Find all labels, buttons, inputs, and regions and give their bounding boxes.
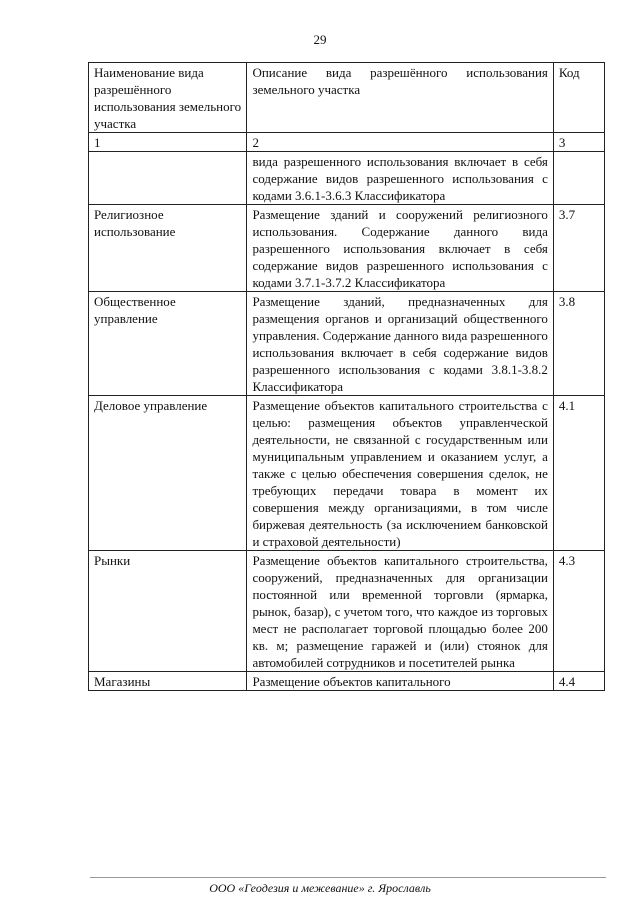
footer-divider (90, 877, 606, 878)
table-row (89, 551, 605, 672)
row-description: Размещение объектов капитального строительства с целью: размещения объектов управленческой деятельности, не связанной с государственным или муниципальным управлением и оказанием услуг, а также с целью обеспечения совершения сделок, не требующих передачи товара в момент их совершения между организациями, в том числе биржевая деятельность (за исключением банковской и страховой деятельности) (247, 396, 553, 551)
row-code: 3.8 (553, 292, 604, 396)
page-footer: ООО «Геодезия и межевание» г. Ярославль (209, 881, 431, 895)
table-row (89, 396, 605, 551)
row-description: Размещение зданий и сооружений религиозного использования. Содержание данного вида разрешенного использования включает в себя содержание видов разрешенного использования с кодами 3.7.1-3.7.2 Классификатора (247, 205, 553, 292)
header-description: Описание вида разрешённого использования земельного участка (247, 63, 553, 133)
column-number-3: 3 (553, 133, 604, 152)
row-description: вида разрешенного использования включает в себя содержание видов разрешенного использования с кодами 3.6.1-3.6.3 Классификатора (247, 152, 553, 205)
row-code: 4.3 (553, 551, 604, 672)
row-name (89, 152, 247, 205)
row-name: Рынки (89, 551, 247, 672)
table-header-row (89, 63, 605, 133)
page-number: 29 (313, 32, 327, 47)
row-name: Религиозное использование (89, 205, 247, 292)
header-name: Наименование вида разрешённого использования земельного участка (89, 63, 247, 133)
header-code: Код (553, 63, 604, 133)
land-use-table (88, 62, 605, 691)
row-description: Размещение зданий, предназначенных для размещения органов и организаций общественного управления. Содержание данного вида разрешенного использования включает в себя содержание видов разрешенного использования с кодами 3.8.1-3.8.2 Классификатора (247, 292, 553, 396)
row-code: 3.7 (553, 205, 604, 292)
column-number-2: 2 (247, 133, 553, 152)
table-row (89, 292, 605, 396)
column-number-1: 1 (89, 133, 247, 152)
row-description: Размещение объектов капитального (247, 672, 553, 691)
table-row (89, 152, 605, 205)
table-row (89, 205, 605, 292)
row-code (553, 152, 604, 205)
row-name: Общественное управление (89, 292, 247, 396)
row-name: Деловое управление (89, 396, 247, 551)
row-description: Размещение объектов капитального строительства, сооружений, предназначенных для организации постоянной или временной торговли (ярмарка, рынок, базар), с учетом того, что каждое из торговых мест не располагает торговой площадью более 200 кв. м; размещение гаражей и (или) стоянок для автомобилей сотрудников и посетителей рынка (247, 551, 553, 672)
row-code: 4.1 (553, 396, 604, 551)
table-row (89, 672, 605, 691)
row-code: 4.4 (553, 672, 604, 691)
column-number-row (89, 133, 605, 152)
row-name: Магазины (89, 672, 247, 691)
